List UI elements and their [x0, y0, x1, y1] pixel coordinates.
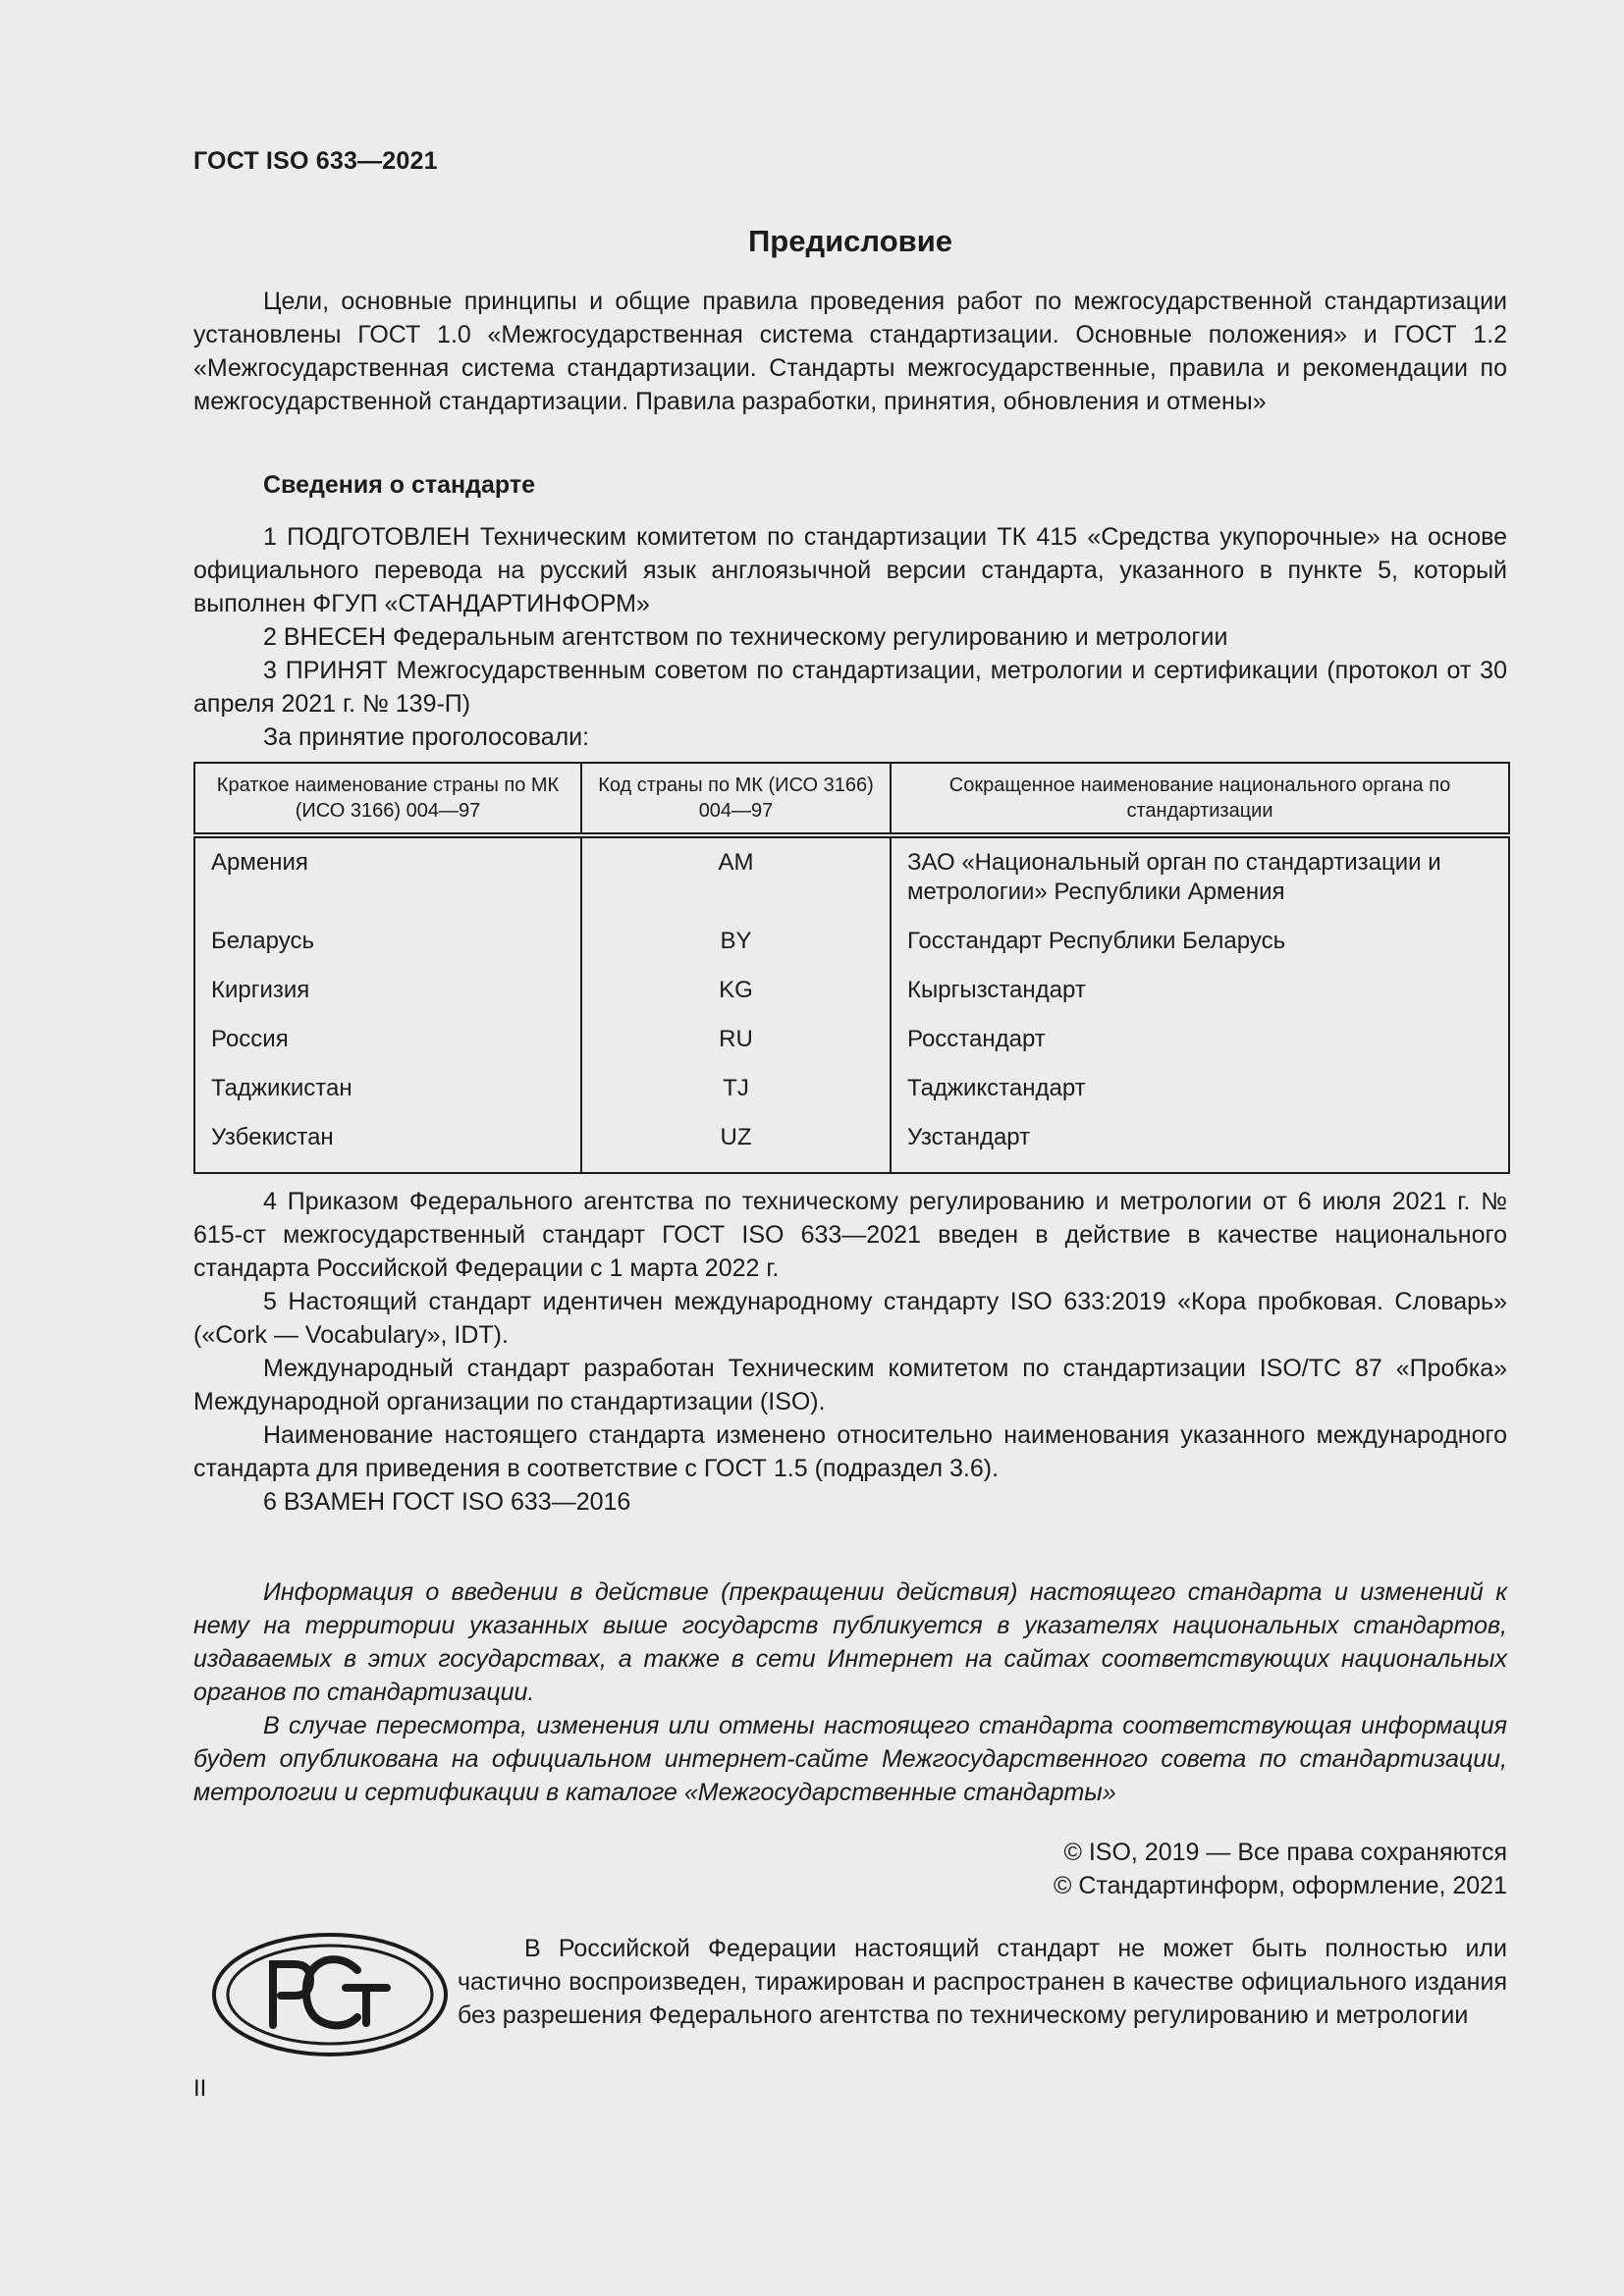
table-row [194, 1021, 1509, 1070]
svg-text:РСТ: РСТ [330, 1999, 334, 2001]
page-title: Предисловие [747, 224, 952, 258]
code-cell: TJ [581, 1070, 891, 1119]
info-item-3: 3 ПРИНЯТ Межгосударственным советом по стандартизации, метрологии и сертификации (протокол от 30 апреля 2021 г. № 139-П) [193, 657, 1507, 718]
reproduction-notice-text: В Российской Федерации настоящий стандарт не может быть полностью или частично воспроизведен, тиражирован и распространен в качестве официального издания без разрешения Федерального агентства по техническому регулированию и метрологии [458, 1935, 1507, 2029]
info-items [193, 520, 1507, 754]
intro-paragraph: Цели, основные принципы и общие правила проведения работ по межгосударственной стандартизации установлены ГОСТ 1.0 «Межгосударственная система стандартизации. Основные положения» и ГОСТ 1.2 «Межгосударственная система стандартизации. Стандарты межгосударственные, правила и рекомендации по межгосударственной стандартизации. Правила разработки, принятия, обновления и отмены» [193, 288, 1507, 415]
document-code: ГОСТ ISO 633—2021 [193, 147, 438, 175]
title-change-note: Наименование настоящего стандарта изменено относительно наименования указанного международного стандарта для приведения в соответствие с ГОСТ 1.5 (подраздел 3.6). [193, 1421, 1507, 1482]
international-committee-note: Международный стандарт разработан Техническим комитетом по стандартизации ISO/TC 87 «Пробка» Международной организации по стандартизации (ISO). [193, 1355, 1507, 1415]
code-cell: UZ [581, 1119, 891, 1173]
info-item-5: 5 Настоящий стандарт идентичен международному стандарту ISO 633:2019 «Кора пробковая. Словарь» («Cork — Vocabulary», IDT). [193, 1288, 1507, 1349]
table-row [194, 835, 1509, 923]
table-row [194, 1119, 1509, 1173]
page-number: II [193, 2075, 207, 2102]
copyright-iso: © ISO, 2019 — Все права сохраняются [1063, 1839, 1507, 1866]
rst-certification-mark-icon [210, 1931, 450, 2058]
table-row [194, 923, 1509, 972]
copyright-standartinform: © Стандартинформ, оформление, 2021 [1054, 1872, 1507, 1899]
revision-note: В случае пересмотра, изменения или отмены настоящего стандарта соответствующая информация будет опубликована на официальном интернет-сайте Межгосударственного совета по стандартизации, метрологии и сертификации в каталоге «Межгосударственные стандарты» [193, 1712, 1507, 1806]
code-cell: AM [581, 835, 891, 923]
additional-items [193, 1185, 1507, 1519]
body-cell: ЗАО «Национальный орган по стандартизации и метрологии» Республики Армения [891, 835, 1509, 923]
copyright-block [1054, 1836, 1507, 1902]
voting-caption: За принятие проголосовали: [263, 723, 590, 751]
code-cell: KG [581, 972, 891, 1021]
table-row [194, 1070, 1509, 1119]
intro-section [193, 285, 1507, 418]
body-cell: Узстандарт [891, 1119, 1509, 1173]
body-cell: Росстандарт [891, 1021, 1509, 1070]
body-cell: Кыргызстандарт [891, 972, 1509, 1021]
country-cell: Узбекистан [194, 1119, 581, 1173]
countries-table [193, 762, 1510, 1174]
body-cell: Госстандарт Республики Беларусь [891, 923, 1509, 972]
column-header-body: Сокращенное наименование национального органа по стандартизации [891, 763, 1509, 835]
country-cell: Киргизия [194, 972, 581, 1021]
info-item-1: 1 ПОДГОТОВЛЕН Техническим комитетом по стандартизации ТК 415 «Средства укупорочные» на основе официального перевода на русский язык англоязычной версии стандарта, указанного в пункте 5, который выполнен ФГУП «СТАНДАРТИНФОРМ» [193, 523, 1507, 617]
column-header-country: Краткое наименование страны по МК (ИСО 3166) 004—97 [194, 763, 581, 835]
code-cell: BY [581, 923, 891, 972]
info-item-2: 2 ВНЕСЕН Федеральным агентством по техническому регулированию и метрологии [263, 623, 1228, 651]
column-header-code: Код страны по МК (ИСО 3166) 004—97 [581, 763, 891, 835]
publication-note: Информация о введении в действие (прекращении действия) настоящего стандарта и изменений к нему на территории указанных выше государств публикуется в указателях национальных стандартов, издаваемых в этих государствах, а также в сети Интернет на сайтах соответствующих национальных органов по стандартизации. [193, 1578, 1507, 1706]
country-cell: Беларусь [194, 923, 581, 972]
country-cell: Россия [194, 1021, 581, 1070]
country-cell: Таджикистан [194, 1070, 581, 1119]
code-cell: RU [581, 1021, 891, 1070]
body-cell: Таджикстандарт [891, 1070, 1509, 1119]
info-item-6: 6 ВЗАМЕН ГОСТ ISO 633—2016 [263, 1488, 631, 1516]
publication-notes [193, 1575, 1507, 1809]
info-item-4: 4 Приказом Федерального агентства по техническому регулированию и метрологии от 6 июля 2021 г. № 615-ст межгосударственный стандарт ГОСТ ISO 633—2021 введен в действие в качестве национального стандарта Российской Федерации с 1 марта 2022 г. [193, 1188, 1507, 1282]
info-heading: Сведения о стандарте [263, 471, 536, 499]
table-header-row [194, 763, 1509, 835]
reproduction-notice [458, 1932, 1507, 2032]
table-row [194, 972, 1509, 1021]
country-cell: Армения [194, 835, 581, 923]
